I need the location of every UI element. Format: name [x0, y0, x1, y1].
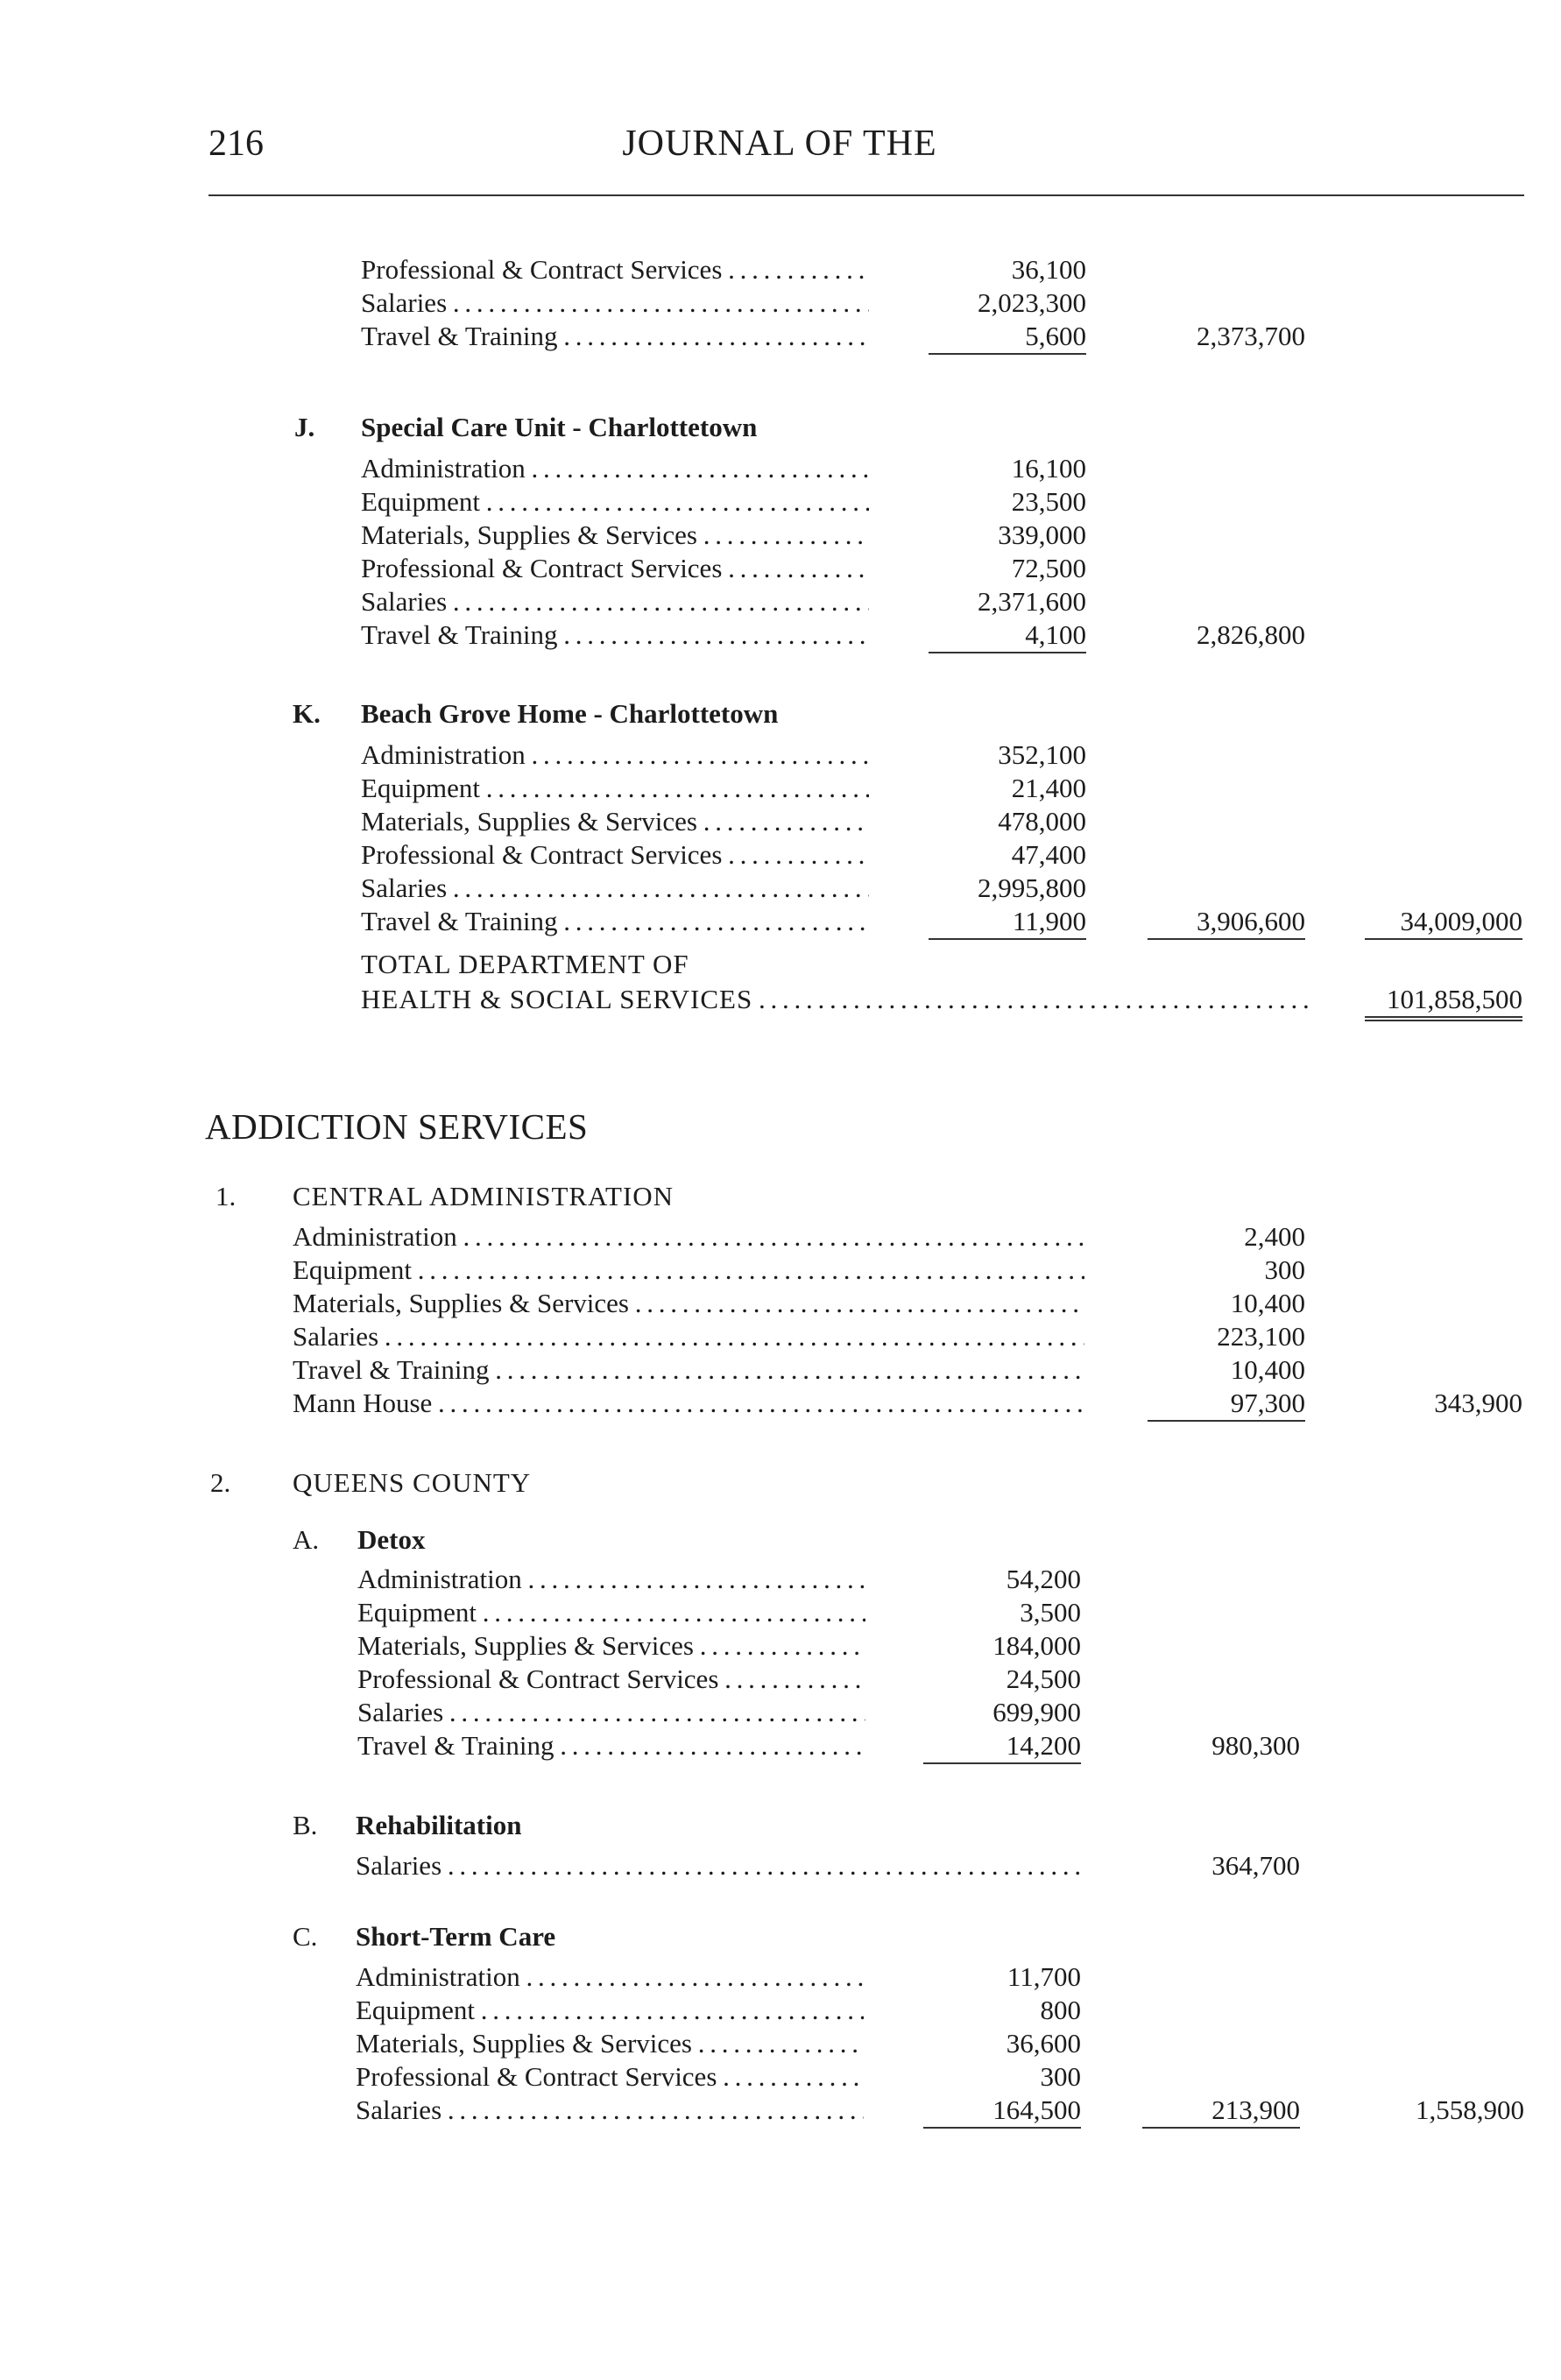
amount-col1: 3,500	[1020, 1597, 1081, 1628]
list-item	[293, 1353, 1526, 1387]
section-letter: K.	[293, 698, 321, 729]
row-label: Salaries . . .	[356, 1849, 1084, 1882]
amount-col1: 300	[1040, 2061, 1081, 2092]
amount-col1: 2,995,800	[978, 872, 1086, 903]
amount-col2: 2,373,700	[1197, 321, 1305, 351]
amount-col2: 2,826,800	[1197, 619, 1305, 650]
row-label: Travel & Training . . .	[357, 1729, 865, 1762]
list-item	[293, 1387, 1526, 1420]
list-item	[361, 452, 1526, 485]
amount-col1: 47,400	[1011, 839, 1086, 870]
amount-col1: 699,900	[992, 1697, 1081, 1727]
list-item	[361, 905, 1526, 938]
amount-col1: 800	[1040, 1995, 1081, 2025]
amount-col3: 34,009,000	[1365, 905, 1522, 940]
page-header-title: JOURNAL OF THE	[622, 124, 937, 164]
row-label: Salaries . . .	[356, 2094, 864, 2127]
section-number: 1.	[215, 1181, 237, 1211]
list-item	[356, 1960, 1526, 1994]
row-label: Materials, Supplies & Services . . .	[357, 1629, 865, 1663]
amount-col2: 10,400	[1230, 1288, 1305, 1318]
list-item	[361, 772, 1526, 805]
section-heading: Beach Grove Home - Charlottetown	[361, 698, 779, 729]
row-label: Professional & Contract Services . . .	[361, 838, 869, 872]
total-label-line1: TOTAL DEPARTMENT OF	[361, 949, 689, 979]
row-label: Salaries . . .	[357, 1696, 865, 1729]
amount-col2: 364,700	[1211, 1850, 1300, 1881]
row-label: Equipment . . .	[357, 1596, 865, 1629]
subsection-letter: B.	[293, 1810, 318, 1840]
header-rule	[208, 194, 1524, 196]
list-item	[293, 1220, 1526, 1254]
amount-col2: 980,300	[1211, 1730, 1300, 1761]
list-item	[361, 872, 1526, 905]
amount-col1: 36,100	[1011, 254, 1086, 285]
list-item	[357, 1596, 1526, 1629]
list-item	[357, 1663, 1526, 1696]
row-label: Travel & Training . . .	[293, 1353, 1084, 1387]
section-heading: CENTRAL ADMINISTRATION	[293, 1181, 675, 1211]
list-item	[361, 552, 1526, 585]
amount-col1: 11,700	[1007, 1961, 1081, 1992]
list-item	[361, 253, 1526, 286]
subsection-letter: C.	[293, 1921, 318, 1952]
row-label: Administration . . .	[357, 1563, 865, 1596]
subsection-letter: A.	[293, 1524, 320, 1555]
amount-col1: 16,100	[1011, 453, 1086, 484]
section-heading: QUEENS COUNTY	[293, 1467, 532, 1498]
row-label: Mann House . . .	[293, 1387, 1084, 1420]
row-label: Administration . . .	[361, 452, 869, 485]
row-label: Equipment . . .	[356, 1994, 864, 2027]
amount-col1: 352,100	[998, 739, 1086, 770]
amount-col2: 223,100	[1217, 1321, 1305, 1352]
amount-col3: 343,900	[1434, 1388, 1522, 1418]
page-number: 216	[208, 124, 264, 164]
row-label: Administration . . .	[361, 738, 869, 772]
row-label: Salaries . . .	[361, 585, 869, 618]
row-label: Professional & Contract Services . . .	[356, 2060, 864, 2094]
row-label: Materials, Supplies & Services . . .	[361, 805, 869, 838]
amount-col1: 24,500	[1006, 1663, 1081, 1694]
list-item	[361, 519, 1526, 552]
list-item	[293, 1320, 1526, 1353]
amount-col1: 184,000	[992, 1630, 1081, 1661]
amount-col1: 5,600	[929, 320, 1086, 355]
row-label: Materials, Supplies & Services . . .	[361, 519, 869, 552]
amount-col1: 4,100	[929, 618, 1086, 653]
row-label: Equipment . . .	[361, 485, 869, 519]
amount-col1: 11,900	[929, 905, 1086, 940]
row-label: Equipment . . .	[293, 1254, 1084, 1287]
amount-col2: 300	[1264, 1254, 1305, 1285]
row-label: Administration . . .	[293, 1220, 1084, 1254]
list-item	[361, 618, 1526, 652]
amount-col1: 164,500	[923, 2094, 1081, 2129]
row-label: Professional & Contract Services . . .	[361, 552, 869, 585]
total-label-line2: HEALTH & SOCIAL SERVICES . . .	[361, 983, 1310, 1016]
list-item	[361, 320, 1526, 353]
amount-col1: 2,023,300	[978, 287, 1086, 318]
amount-col1: 339,000	[998, 519, 1086, 550]
amount-col1: 36,600	[1006, 2028, 1081, 2059]
amount-col2: 97,300	[1148, 1387, 1305, 1422]
list-item	[361, 738, 1526, 772]
row-label: Equipment . . .	[361, 772, 869, 805]
amount-col1: 54,200	[1006, 1564, 1081, 1594]
row-label: Materials, Supplies & Services . . .	[356, 2027, 864, 2060]
row-label: Travel & Training . . .	[361, 320, 869, 353]
amount-col2: 213,900	[1142, 2094, 1300, 2129]
list-item	[357, 1563, 1526, 1596]
list-item	[357, 1729, 1526, 1762]
amount-col2: 3,906,600	[1148, 905, 1305, 940]
row-label: Salaries . . .	[361, 286, 869, 320]
list-item	[356, 2060, 1526, 2094]
list-item	[361, 838, 1526, 872]
amount-col1: 21,400	[1011, 773, 1086, 803]
subsection-heading: Detox	[357, 1524, 426, 1555]
amount-col1: 14,200	[923, 1729, 1081, 1764]
list-item	[293, 1287, 1526, 1320]
page-title: ADDICTION SERVICES	[205, 1106, 589, 1147]
list-item	[361, 585, 1526, 618]
total-amount: 101,858,500	[1365, 983, 1522, 1021]
list-item	[293, 1254, 1526, 1287]
list-item	[356, 1849, 1526, 1882]
total-row	[361, 983, 1526, 1016]
amount-col3: 1,558,900	[1416, 2094, 1524, 2125]
amount-col1: 478,000	[998, 806, 1086, 837]
list-item	[357, 1696, 1526, 1729]
row-label: Salaries . . .	[293, 1320, 1084, 1353]
row-label: Salaries . . .	[361, 872, 869, 905]
row-label: Materials, Supplies & Services . . .	[293, 1287, 1084, 1320]
section-heading: Special Care Unit - Charlottetown	[361, 412, 758, 442]
list-item	[356, 2094, 1526, 2127]
subsection-heading: Rehabilitation	[356, 1810, 522, 1840]
list-item	[361, 485, 1526, 519]
section-number: 2.	[210, 1467, 231, 1498]
amount-col1: 72,500	[1011, 553, 1086, 583]
amount-col2: 10,400	[1230, 1354, 1305, 1385]
amount-col2: 2,400	[1244, 1221, 1305, 1252]
amount-col1: 23,500	[1011, 486, 1086, 517]
row-label: Travel & Training . . .	[361, 618, 869, 652]
row-label: Administration . . .	[356, 1960, 864, 1994]
list-item	[361, 805, 1526, 838]
list-item	[356, 1994, 1526, 2027]
amount-col1: 2,371,600	[978, 586, 1086, 617]
row-label: Professional & Contract Services . . .	[361, 253, 869, 286]
list-item	[357, 1629, 1526, 1663]
subsection-heading: Short-Term Care	[356, 1921, 556, 1952]
row-label: Travel & Training . . .	[361, 905, 869, 938]
row-label: Professional & Contract Services . . .	[357, 1663, 865, 1696]
section-letter: J.	[294, 412, 315, 442]
list-item	[356, 2027, 1526, 2060]
list-item	[361, 286, 1526, 320]
